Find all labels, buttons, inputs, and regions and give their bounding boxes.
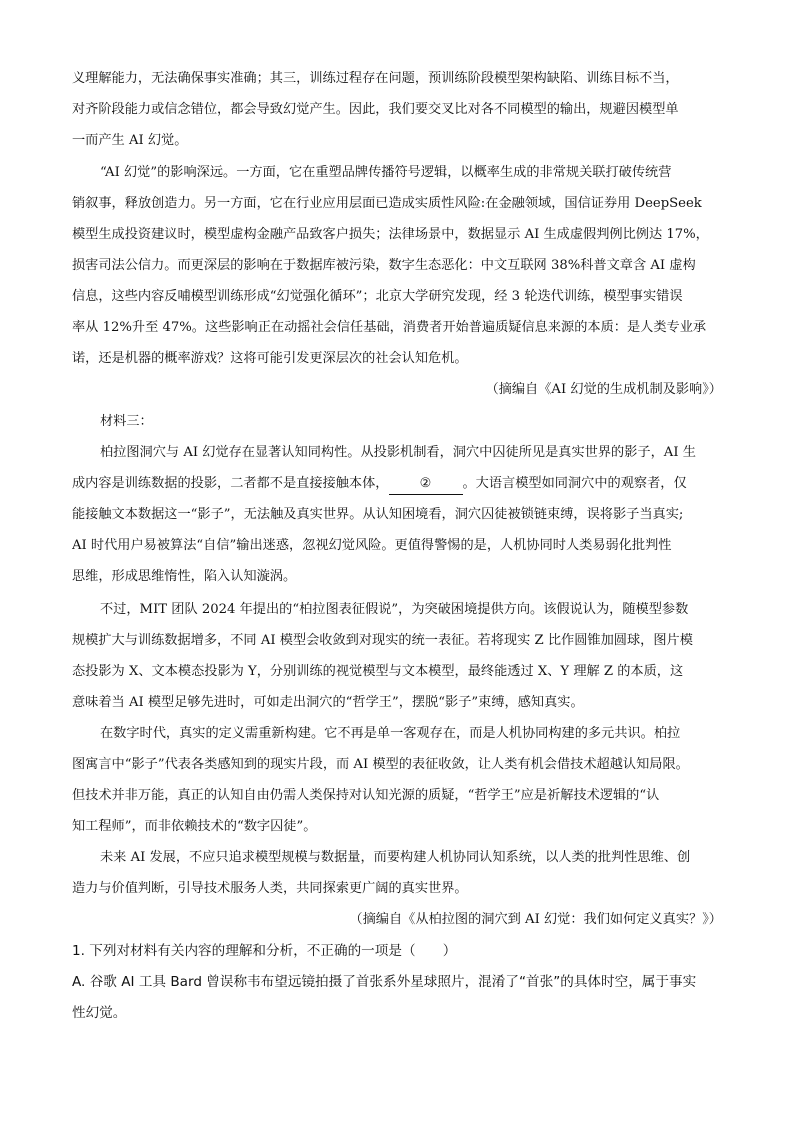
- paragraph-digital-reality: [72, 718, 724, 842]
- text-line: 信息，这些内容反哺模型训练形成“幻觉强化循环”；北京大学研究发现，经 3 轮迭代训练，模型事实错误: [72, 289, 683, 304]
- text-line: 能接触文本数据这一“影子”，无法触及真实世界。从认知困境看，洞穴囚徒被锁链束缚，误将影子当真实;: [72, 507, 684, 522]
- text-line: A. 谷歌 AI 工具 Bard 曾误称韦布望远镜拍摄了首张系外星球照片，混淆了“首张”的具体时空，属于事实: [72, 974, 697, 990]
- source-citation-material-3: （摘编自《从柏拉图的洞穴到 AI 幻觉：我们如何定义真实？》）: [349, 912, 722, 927]
- paragraph-hallucination-impact: [72, 157, 724, 374]
- text-line-with-blank: [72, 468, 724, 499]
- text-line: 但技术并非万能，真正的认知自由仍需人类保持对认知光源的质疑，“哲学王”应是祈解技术逻辑的“认: [72, 788, 660, 803]
- text-line: 柏拉图洞穴与 AI 幻觉存在显著认知同构性。从投影机制看，洞穴中囚徒所见是真实世界的影子，AI 生: [100, 445, 696, 460]
- text-segment: 成内容是训练数据的投影，二者都不是直接接触本体，: [72, 476, 389, 491]
- paragraph-representation-hypothesis: [72, 594, 724, 718]
- text-line: 未来 AI 发展，不应只追求模型规模与数据量，而要构建人机协同认知系统，以人类的批判性思维、创: [100, 850, 691, 865]
- paragraph-hallucination-causes: [72, 63, 724, 156]
- text-line: 知工程师”，而非依赖技术的“数字囚徒”。: [72, 819, 317, 834]
- text-line: 损害司法公信力。而更深层的影响在于数据库被污染，数字生态恶化：中文互联网 38%科普文章含 AI 虚构: [72, 258, 696, 273]
- text-segment: 。大语言模型如同洞穴中的观察者，仅: [462, 476, 687, 491]
- text-line: 诺，还是机器的概率游戏？这将可能引发更深层次的社会认知危机。: [72, 351, 468, 366]
- text-line: 态投影为 X、文本模态投影为 Y，分别训练的视觉模型与文本模型，最终能透过 X、Y 理解 Z 的本质，这: [72, 664, 684, 679]
- text-line: 思维，形成思维惰性，陷入认知漩涡。: [72, 569, 297, 584]
- text-line: 不过，MIT 团队 2024 年提出的“柏拉图表征假说”，为突破困境提供方向。该假说认为，随模型参数: [100, 602, 689, 617]
- text-line: 在数字时代，真实的定义需重新构建。它不再是单一客观存在，而是人机协同构建的多元共识。柏拉: [100, 726, 681, 741]
- text-line: 规模扩大与训练数据增多，不同 AI 模型会收敛到对现实的统一表征。若将现实 Z 比作圆锥加圆球，图片模: [72, 633, 693, 648]
- fill-in-blank-2: ②: [389, 474, 463, 495]
- text-line: 销叙事，释放创造力。另一方面，它在行业应用层面已造成实质性风险:在金融领域，国信证券用 DeepSeek: [72, 196, 702, 211]
- text-line: 一而产生 AI 幻觉。: [72, 133, 188, 148]
- text-line: 性幻觉。: [72, 1005, 127, 1021]
- text-line: AI 时代用户易被算法“自信”输出迷惑，忽视幻觉风险。更值得警惕的是，人机协同时人类易弱化批判性: [72, 538, 672, 553]
- text-line: “AI 幻觉”的影响深远。一方面，它在重塑品牌传播符号逻辑，以概率生成的非常规关联打破传统营: [100, 165, 672, 180]
- text-line: 义理解能力，无法确保事实准确；其三，训练过程存在问题，预训练阶段模型架构缺陷、训练目标不当，: [72, 71, 679, 86]
- text-line: 对齐阶段能力或信念错位，都会导致幻觉产生。因此，我们要交叉比对各不同模型的输出，规避因模型单: [72, 102, 679, 117]
- paragraph-future-ai: [72, 842, 724, 904]
- source-citation-material-2: （摘编自《AI 幻觉的生成机制及影响》）: [485, 382, 722, 397]
- text-line: 模型生成投资建议时，模型虚构金融产品致客户损失；法律场景中，数据显示 AI 生成虚假判例比例达 17%，: [72, 227, 709, 242]
- material-3-label: 材料三：: [100, 414, 153, 429]
- text-line: 率从 12%升至 47%。这些影响正在动摇社会信任基础，消费者开始普遍质疑信息来源的本质：是人类专业承: [72, 320, 707, 335]
- text-line: 图寓言中“影子”代表各类感知到的现实片段，而 AI 模型的表征收敛，让人类有机会借技术超越认知局限。: [72, 757, 689, 772]
- text-line: 造力与价值判断，引导技术服务人类，共同探索更广阔的真实世界。: [72, 881, 468, 896]
- paragraph-plato-cave: [72, 437, 724, 592]
- question-1-option-a: [72, 967, 724, 1029]
- question-1-stem: 1. 下列对材料有关内容的理解和分析，不正确的一项是（ ）: [72, 943, 457, 959]
- text-line: 意味着当 AI 模型足够先进时，可如走出洞穴的“哲学王”，摆脱“影子”束缚，感知真实。: [72, 695, 584, 710]
